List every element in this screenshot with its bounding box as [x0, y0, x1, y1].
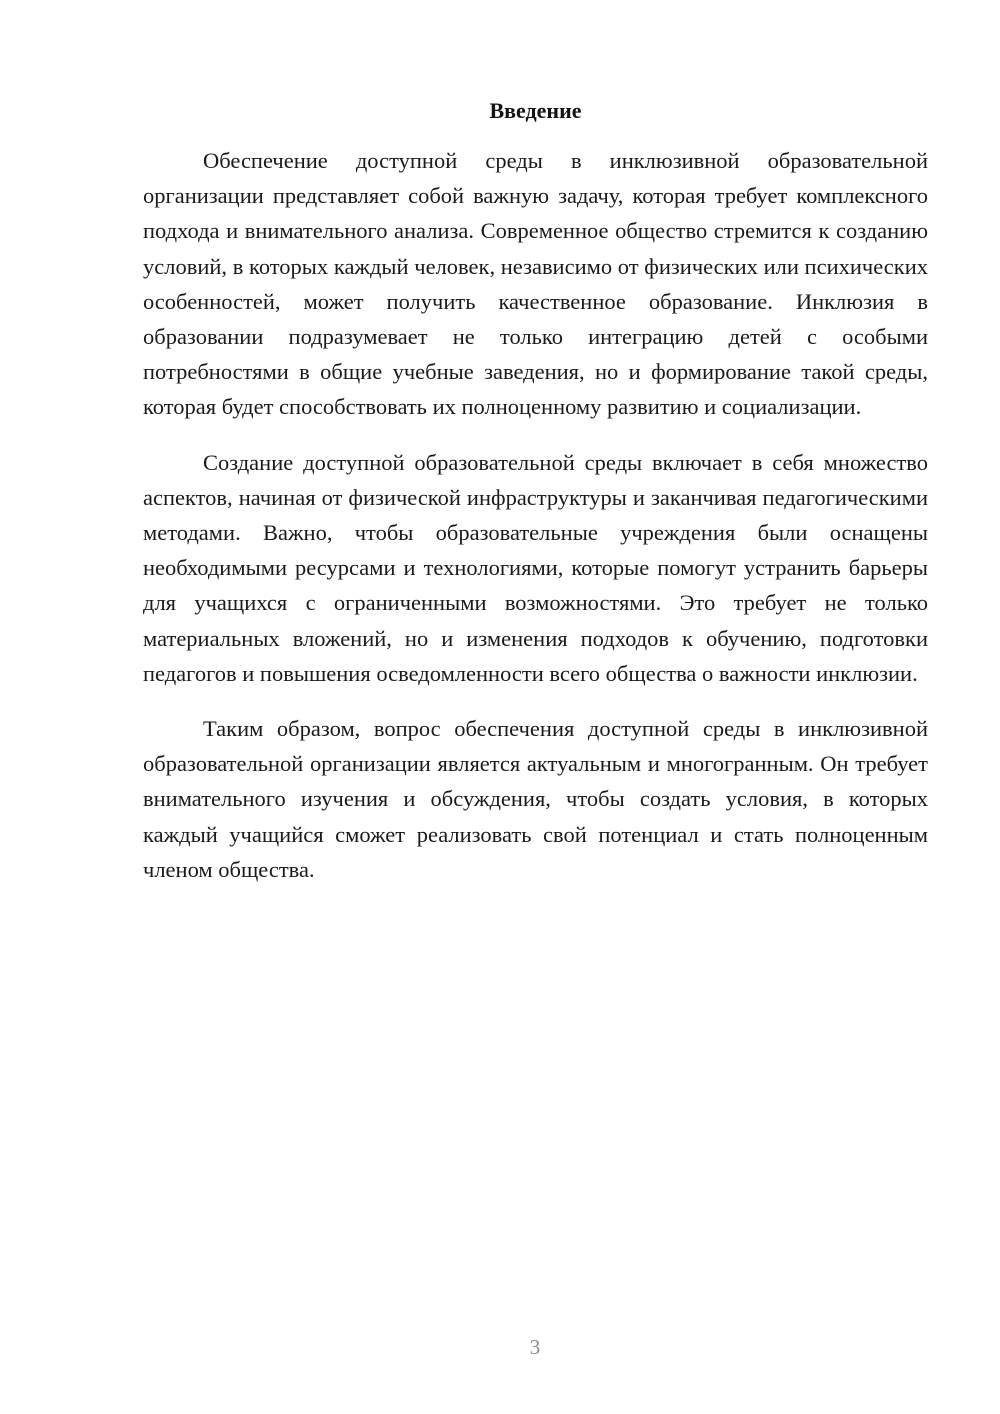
paragraph-2: Создание доступной образовательной среды включает в себя множество аспектов, начиная от физической инфраструктуры и заканчивая педагогическими методами. Важно, чтобы образовательные учреждения были оснащены необходимыми ресурсами и технологиями, которые помогут устранить барьеры для учащихся с ограниченными возможностями. Это требует не только материальных вложений, но и изменения подходов к обучению, подготовки педагогов и повышения осведомленности всего общества о важности инклюзии. — [143, 449, 928, 686]
page-content — [143, 96, 928, 907]
section-heading: Введение — [489, 98, 582, 123]
paragraph-3: Таким образом, вопрос обеспечения доступной среды в инклюзивной образовательной организации является актуальным и многогранным. Он требует внимательного изучения и обсуждения, чтобы создать условия, в которых каждый учащийся сможет реализовать свой потенциал и стать полноценным членом общества. — [143, 716, 928, 882]
page-number: 3 — [529, 1335, 541, 1359]
paragraph-1: Обеспечение доступной среды в инклюзивной образовательной организации представляет собой важную задачу, которая требует комплексного подхода и внимательного анализа. Современное общество стремится к созданию условий, в которых каждый человек, независимо от физических или психических особенностей, может получить качественное образование. Инклюзия в образовании подразумевает не только интеграцию детей с особыми потребностями в общие учебные заведения, но и формирование такой среды, которая будет способствовать их полноценному развитию и социализации. — [143, 148, 928, 420]
